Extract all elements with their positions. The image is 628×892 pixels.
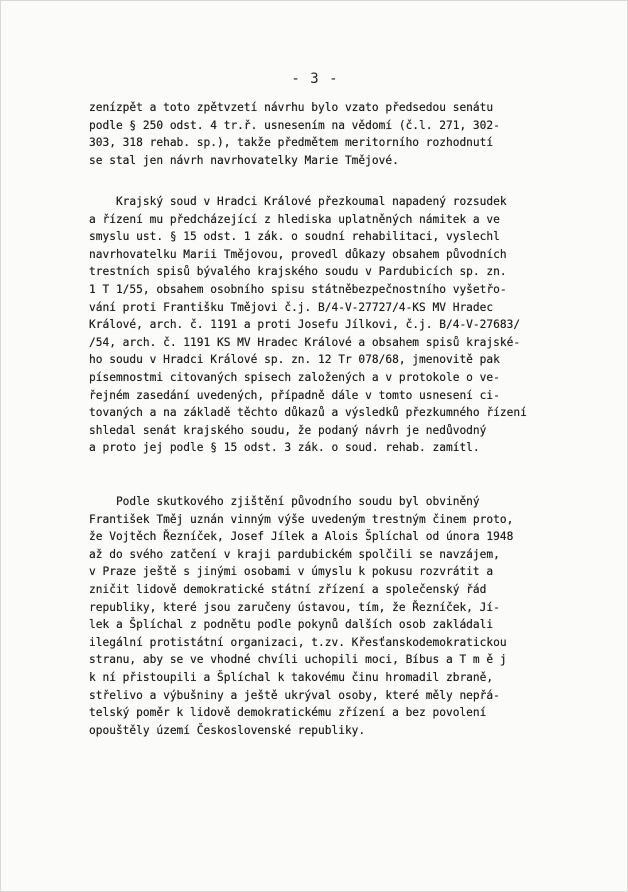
text-line: v Praze ještě s jinými osobami v úmyslu k pokusu rozvrátit a	[89, 565, 494, 579]
text-line: střelivo a výbušniny a ještě ukrýval osoby, které měly nepřá-	[89, 688, 500, 702]
paragraph-1	[89, 99, 579, 169]
paragraph-2	[89, 193, 579, 457]
text-line: navrhovatelku Marii Tmějovou, provedl důkazy obsahem původních	[89, 247, 507, 261]
text-line: republiky, které jsou zaručeny ústavou, tím, že Řezníček, Jí-	[89, 600, 500, 614]
text-line: podle § 250 odst. 4 tr.ř. usnesením na vědomí (č.l. 271, 302-	[89, 118, 500, 132]
text-line: a proto jej podle § 15 odst. 3 zák. o soud. rehab. zamítl.	[89, 441, 480, 455]
text-line: se stal jen návrh navrhovatelky Marie Tmějové.	[89, 153, 399, 167]
text-line: shledal senát krajského soudu, že podaný návrh je nedůvodný	[89, 423, 487, 437]
text-line: Krajský soud v Hradci Králové přezkoumal napadený rozsudek	[89, 195, 507, 208]
text-line: řejném zasedání uvedených, případně dále v tomto usnesení ci-	[89, 388, 500, 402]
text-line: ho soudu v Hradci Králové sp. zn. 12 Tr 078/68, jmenovitě pak	[89, 353, 500, 367]
text-line: Podle skutkového zjištění původního soudu byl obviněný	[89, 495, 480, 508]
text-line: 1 T 1/55, obsahem osobního spisu státněbezpečnostního vyšetřo-	[89, 282, 507, 296]
text-line: a řízení mu předcházející z hlediska uplatněných námitek a ve	[89, 212, 500, 226]
text-line: k ní přistoupili a Šplíchal k takovému činu hromadil zbraně,	[89, 670, 494, 684]
text-line: tovaných a na základě těchto důkazů a výsledků přezkumného řízení	[89, 406, 527, 420]
text-line: František Tměj uznán vinným výše uvedeným trestným činem proto,	[89, 512, 514, 526]
text-line: trestních spisů bývalého krajského soudu v Pardubicích sp. zn.	[89, 265, 507, 279]
page-number: - 3 -	[291, 71, 339, 87]
text-line: písemnostmi citovaných spisech založených a v protokole o ve-	[89, 370, 500, 384]
text-line: ilegální protistátní organizaci, t.zv. Křesťanskodemokratickou	[89, 635, 507, 649]
text-line: zničit lidově demokratické státní zřízení a společenský řád	[89, 582, 487, 596]
text-line: zenízpět a toto zpětvzetí návrhu bylo vzato předsedou senátu	[89, 101, 494, 114]
paragraph-3	[89, 493, 579, 739]
text-line: vání proti Františku Tmějovi č.j. B/4-V-27727/4-KS MV Hradec	[89, 300, 494, 314]
text-line: 303, 318 rehab. sp.), takže předmětem meritorního rozhodnutí	[89, 136, 494, 150]
text-line: telský poměr k lidově demokratickému zřízení a bez povolení	[89, 706, 487, 720]
text-line: lek a Šplíchal z podnětu podle pokynů dalších osob zakládali	[89, 618, 494, 632]
text-line: /54, arch. č. 1191 KS MV Hradec Králové a obsahem spisů krajské-	[89, 335, 521, 349]
text-line: že Vojtěch Řezníček, Josef Jílek a Alois Šplíchal od února 1948	[89, 530, 514, 544]
text-line: opouštěly území Československé republiky.	[89, 723, 366, 737]
text-line: stranu, aby se ve vhodné chvíli uchopili moci, Bíbus a T m ě j	[89, 653, 507, 667]
text-line: Králové, arch. č. 1191 a proti Josefu Jílkovi, č.j. B/4-V-27683/	[89, 318, 521, 332]
text-line: až do svého zatčení v kraji pardubickém spolčili se navzájem,	[89, 547, 500, 561]
text-line: smyslu ust. § 15 odst. 1 zák. o soudní rehabilitaci, vyslechl	[89, 230, 500, 244]
